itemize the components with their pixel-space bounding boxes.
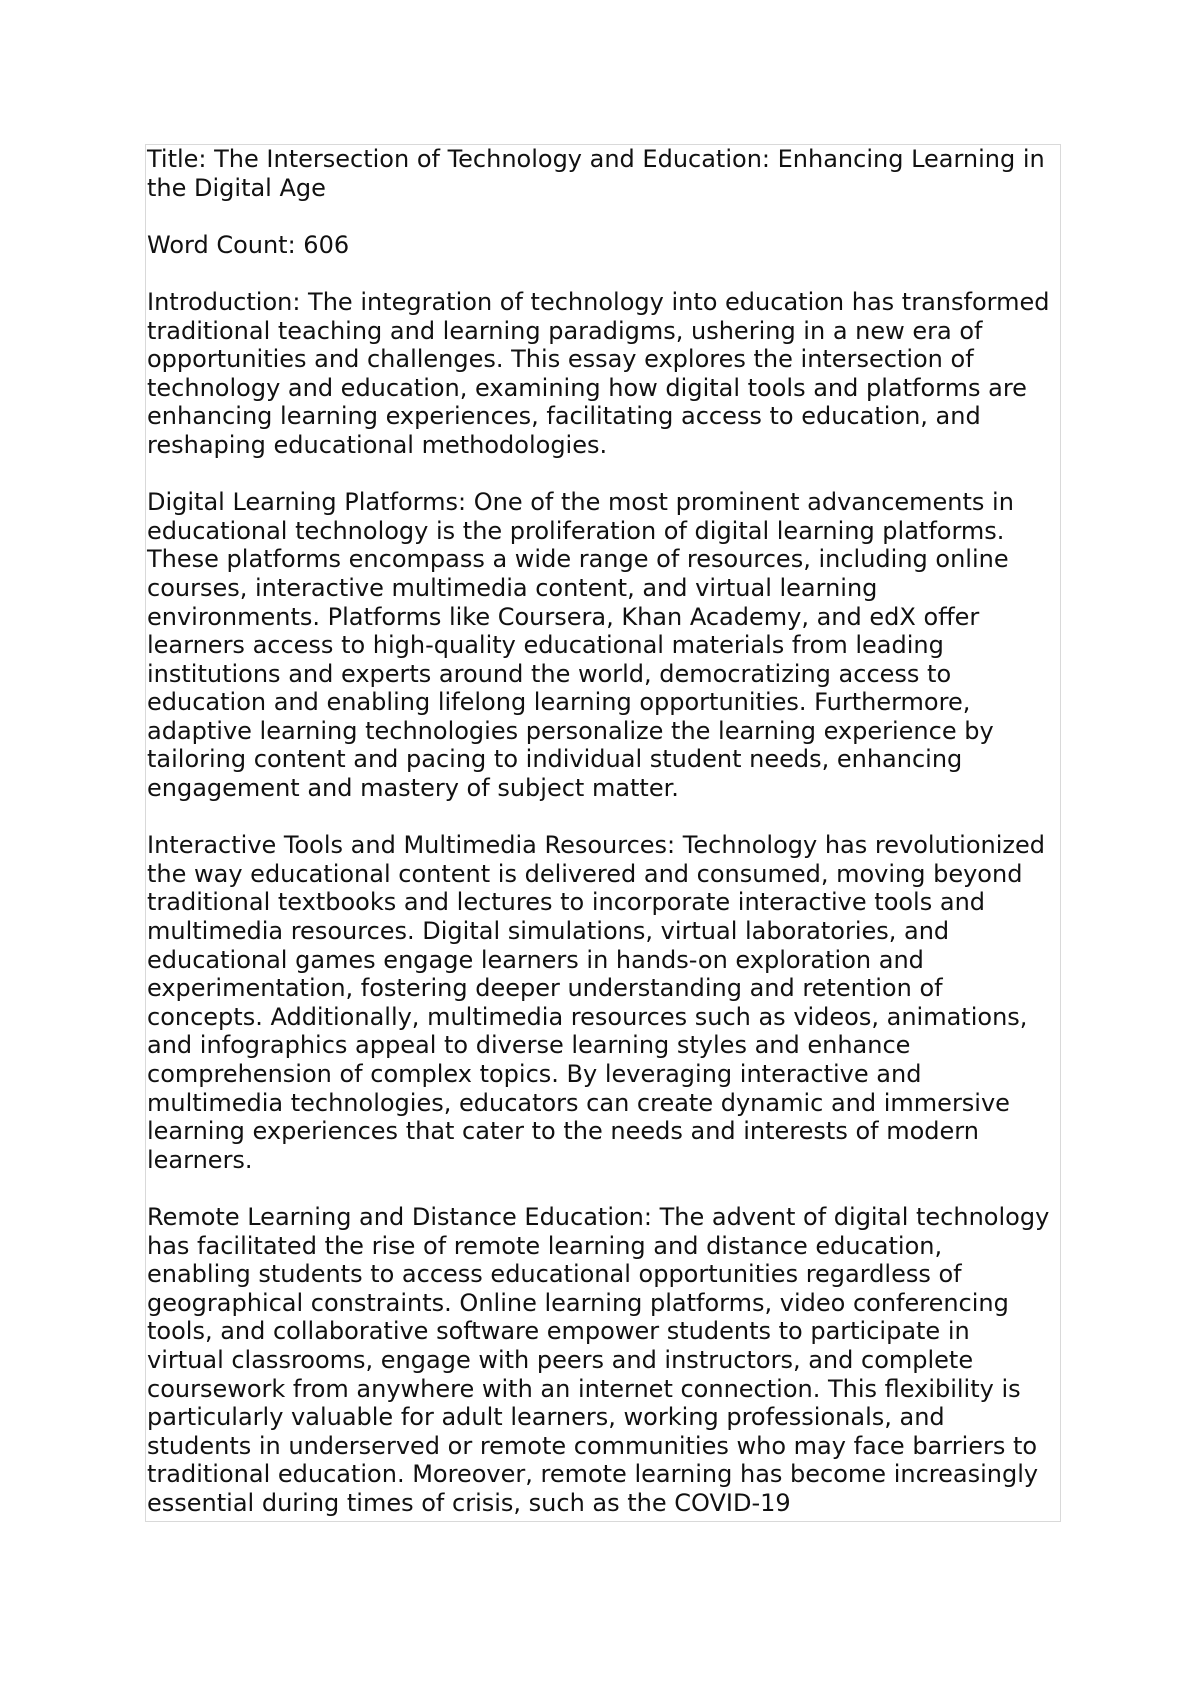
text-frame [145,144,1061,1522]
document-title: Title: The Intersection of Technology and Education: Enhancing Learning in the Digital Age [147,145,1045,202]
word-count: Word Count: 606 [147,230,350,259]
digital-learning-paragraph: Digital Learning Platforms: One of the most prominent advancements in educational technology is the proliferation of digital learning platforms. These platforms encompass a wide range of resources, including online courses, interactive multimedia content, and virtual learning environments. Platforms like Coursera, Khan Academy, and edX offer learners access to high-quality educational materials from leading institutions and experts around the world, democratizing access to education and enabling lifelong learning opportunities. Furthermore, adaptive learning technologies personalize the learning experience by tailoring content and pacing to individual student needs, enhancing engagement and mastery of subject matter. [147,488,1014,803]
remote-learning-paragraph: Remote Learning and Distance Education: The advent of digital technology has facilitated the rise of remote learning and distance education, enabling students to access educational opportunities regardless of geographical constraints. Online learning platforms, video conferencing tools, and collaborative software empower students to participate in virtual classrooms, engage with peers and instructors, and complete coursework from anywhere with an internet connection. This flexibility is particularly valuable for adult learners, working professionals, and students in underserved or remote communities who may face barriers to traditional education. Moreover, remote learning has become increasingly essential during times of crisis, such as the COVID-19 [147,1202,1050,1517]
interactive-tools-paragraph: Interactive Tools and Multimedia Resources: Technology has revolutionized the way educational content is delivered and consumed, moving beyond traditional textbooks and lectures to incorporate interactive tools and multimedia resources. Digital simulations, virtual laboratories, and educational games engage learners in hands-on exploration and experimentation, fostering deeper understanding and retention of concepts. Additionally, multimedia resources such as videos, animations, and infographics appeal to diverse learning styles and enhance comprehension of complex topics. By leveraging interactive and multimedia technologies, educators can create dynamic and immersive learning experiences that cater to the needs and interests of modern learners. [147,831,1045,1174]
intro-paragraph: Introduction: The integration of technology into education has transformed traditional teaching and learning paradigms, ushering in a new era of opportunities and challenges. This essay explores the intersection of technology and education, examining how digital tools and platforms are enhancing learning experiences, facilitating access to education, and reshaping educational methodologies. [147,287,1050,459]
